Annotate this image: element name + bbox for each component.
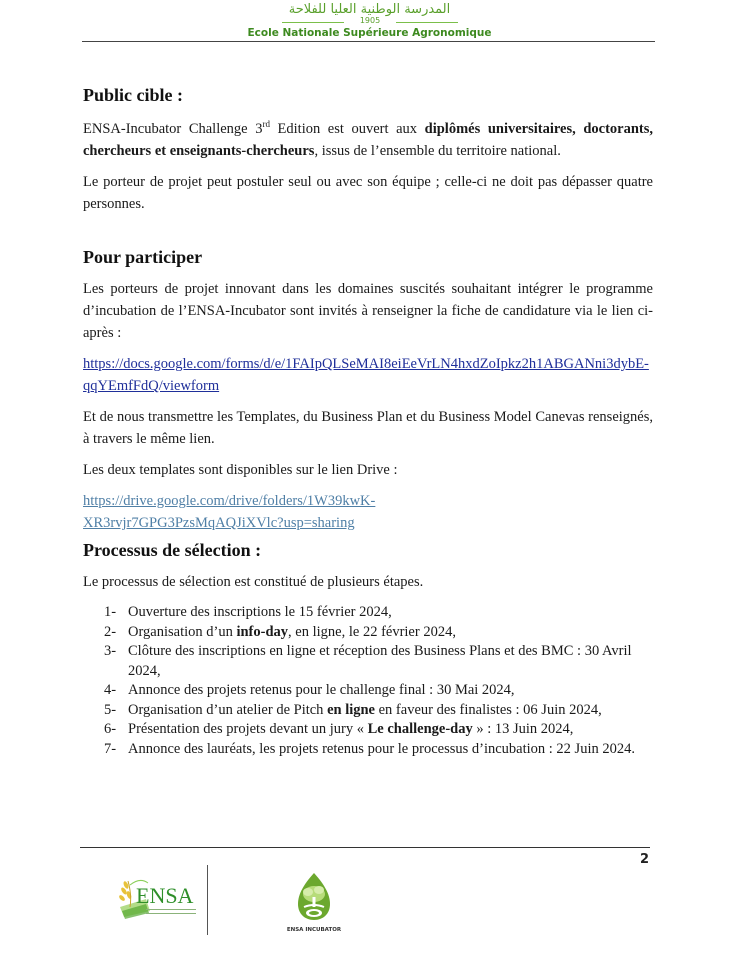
header-year-line-right [396, 22, 458, 23]
selection-steps-list [83, 603, 653, 759]
step-number: 4- [104, 682, 117, 698]
ensa-logo-subtitle-line [146, 909, 196, 910]
step-item [83, 681, 653, 701]
step-number: 6- [104, 721, 117, 737]
step-text: Annonce des lauréats, les projets retenus pour le processus d’incubation : 22 Juin 2024. [128, 740, 635, 757]
step-item [83, 701, 653, 721]
step-bold: info-day [236, 623, 289, 640]
step-item [83, 603, 653, 623]
tree-seed-icon [282, 870, 346, 926]
step-number: 7- [104, 740, 117, 757]
drive-link[interactable] [83, 490, 653, 534]
header-year-band [282, 17, 458, 27]
step-bold: en ligne [327, 701, 375, 718]
public-p1-sup: rd [262, 119, 270, 130]
document-body [83, 84, 653, 759]
public-p1-bold: diplômés universitaires, doctorants, chercheurs et enseignants-chercheurs [83, 121, 654, 159]
step-text: Clôture des inscriptions en ligne et réception des Business Plans et des BMC : 30 Avril 2024, [128, 643, 632, 679]
step-text-tail: » : 13 Juin 2024, [472, 721, 574, 737]
step-item [83, 642, 653, 681]
participer-paragraph-3: Les deux templates sont disponibles sur le lien Drive : [83, 462, 398, 478]
public-p1-c: , issus de l’ensemble du territoire national. [314, 143, 561, 159]
step-text-tail: , en ligne, le 22 février 2024, [288, 623, 456, 640]
page-number: 2 [640, 852, 650, 867]
participer-paragraph-2: Et de nous transmettre les Templates, du Business Plan et du Business Model Canevas renseignés, à travers le même lien. [83, 409, 653, 447]
ensa-incubator-logo-text: ENSA INCUBATOR [286, 927, 342, 933]
step-text: Organisation d’un [128, 623, 237, 640]
step-text: Organisation d’un atelier de Pitch [128, 701, 328, 718]
step-number: 2- [104, 623, 117, 640]
step-item [83, 623, 653, 643]
processus-intro: Le processus de sélection est constitué de plusieurs étapes. [83, 574, 424, 590]
ensa-logo-text: ENSA [136, 883, 194, 908]
public-p1-b: Edition est ouvert aux [269, 121, 425, 137]
header-divider [82, 41, 655, 42]
application-form-link[interactable]: https://docs.google.com/forms/d/e/1FAIpQLSeMAI8eiEeVrLN4hxdZoIpkz2h1ABGANni3dybE-qqYEmfFdQ/viewform [83, 356, 649, 394]
public-paragraph-1 [83, 118, 653, 162]
ensa-logo [116, 877, 200, 921]
drive-link-line-2[interactable]: XR3rvjr7GPG3PzsMqAQJiXVlc?usp=sharing [83, 515, 355, 531]
public-p1-a: ENSA-Incubator Challenge 3 [83, 121, 263, 137]
header-latin-name: Ecole Nationale Supérieure Agronomique [247, 27, 492, 39]
participer-paragraph-1: Les porteurs de projet innovant dans les domaines suscités souhaitant intégrer le programme d’incubation de l’ENSA-Incubator sont invités à renseigner la fiche de candidature via le lien ci-après : [83, 281, 653, 341]
step-text: Annonce des projets retenus pour le challenge final : 30 Mai 2024, [128, 682, 515, 698]
step-number: 1- [104, 604, 117, 620]
section-title-public: Public cible : [83, 85, 183, 105]
header-year: 1905 [359, 16, 381, 25]
step-number: 3- [104, 643, 117, 659]
step-bold: Le challenge-day [367, 721, 473, 737]
drive-link-line-1[interactable]: https://drive.google.com/drive/folders/1W39kwK- [83, 493, 376, 509]
footer-logo-separator [207, 865, 208, 935]
header-arabic-name: المدرسة الوطنية العليا للفلاحة [288, 2, 451, 17]
footer-divider [80, 847, 650, 848]
section-title-processus: Processus de sélection : [83, 540, 262, 560]
step-item [83, 720, 653, 740]
step-number: 5- [104, 701, 117, 718]
step-text-tail: en faveur des finalistes : 06 Juin 2024, [375, 701, 602, 718]
step-text: Ouverture des inscriptions le 15 février 2024, [128, 604, 392, 620]
step-text: Présentation des projets devant un jury « [128, 721, 368, 737]
section-title-participer: Pour participer [83, 247, 203, 267]
ensa-incubator-logo [282, 870, 346, 940]
ensa-logo-subtitle-line [146, 913, 196, 914]
step-item [83, 740, 653, 760]
public-paragraph-2: Le porteur de projet peut postuler seul ou avec son équipe ; celle-ci ne doit pas dépasser quatre personnes. [83, 174, 653, 212]
